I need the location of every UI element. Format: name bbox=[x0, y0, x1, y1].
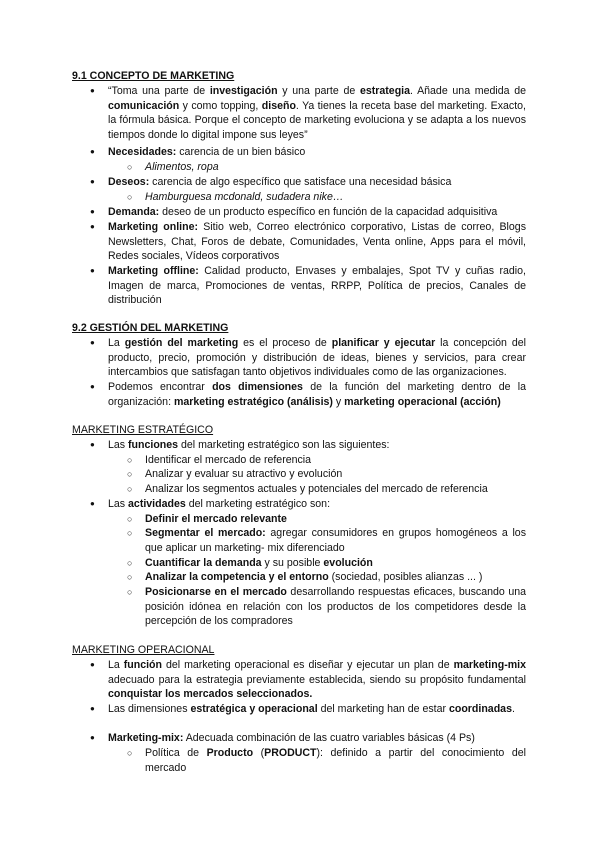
bullet-icon: ● bbox=[90, 147, 95, 156]
actividad-item: Cuantificar la demanda y su posible evolución bbox=[145, 557, 373, 569]
actividad-item: Posicionarse en el mercado desarrollando respuestas eficaces, buscando una posición idónea en relación con los productos de los competidores desde la percepción de los compradores bbox=[145, 586, 527, 628]
bullet-icon: ● bbox=[90, 440, 95, 449]
marketing-online-item: Marketing online: Sitio web, Correo electrónico corporativo, Listas de correo, Blogs Newsletters, Chat, Foros de debate, Comunidades, Venta online, Apps para el móvil, Redes sociales, Vídeos corporativos bbox=[108, 221, 526, 263]
circle-bullet-icon: ○ bbox=[127, 748, 133, 758]
circle-bullet-icon: ○ bbox=[127, 455, 133, 465]
funcion-operacional-paragraph: La función del marketing operacional es diseñar y ejecutar un plan de marketing-mix adecuado para la estrategia previamente establecida, siendo su propósito fundamental conquistar los mercados seleccionados. bbox=[108, 659, 526, 701]
heading-marketing-operacional: MARKETING OPERACIONAL bbox=[72, 644, 215, 656]
deseos-item: Deseos: carencia de algo específico que satisface una necesidad básica bbox=[108, 176, 452, 188]
circle-bullet-icon: ○ bbox=[127, 514, 133, 524]
funcion-item: Analizar y evaluar su atractivo y evolución bbox=[145, 468, 343, 480]
gestion-paragraph: La gestión del marketing es el proceso de planificar y ejecutar la concepción del producto, precio, promoción y distribución de ideas, bienes y servicios, para crear intercambios que satisfagan tanto objetivos individuales como de las organizaciones. bbox=[108, 337, 526, 379]
demanda-item: Demanda: deseo de un producto específico en función de la capacidad adquisitiva bbox=[108, 206, 498, 218]
circle-bullet-icon: ○ bbox=[127, 484, 133, 494]
circle-bullet-icon: ○ bbox=[127, 192, 133, 202]
section-heading-9-1: 9.1 CONCEPTO DE MARKETING bbox=[72, 70, 235, 82]
bullet-icon: ● bbox=[90, 733, 95, 742]
circle-bullet-icon: ○ bbox=[127, 162, 133, 172]
bullet-icon: ● bbox=[90, 266, 95, 275]
quote-paragraph: “Toma una parte de investigación y una parte de estrategia. Añade una medida de comunicación y como topping, diseño. Ya tienes la receta base del marketing. Exacto, la fórmula básica. Porque el concepto de marketing evoluciona y se adapta a los nuevos tiempos donde lo digital impone sus leyes” bbox=[108, 85, 527, 141]
actividad-item: Segmentar el mercado: agregar consumidores en grupos homogéneos a los que aplicar un marketing- mix diferenciado bbox=[145, 527, 526, 554]
bullet-icon: ● bbox=[90, 338, 95, 347]
necesidades-item: Necesidades: carencia de un bien básico bbox=[108, 146, 306, 158]
bullet-icon: ● bbox=[90, 207, 95, 216]
circle-bullet-icon: ○ bbox=[127, 572, 133, 582]
circle-bullet-icon: ○ bbox=[127, 528, 133, 538]
actividades-item: Las actividades del marketing estratégico son: bbox=[108, 498, 331, 510]
politica-producto-item: Política de Producto (PRODUCT): definido a partir del conocimiento del mercado bbox=[145, 747, 526, 774]
funcion-item: Identificar el mercado de referencia bbox=[145, 454, 312, 466]
marketing-mix-item: Marketing-mix: Adecuada combinación de las cuatro variables básicas (4 Ps) bbox=[108, 732, 475, 744]
deseos-example: Hamburguesa mcdonald, sudadera nike… bbox=[145, 191, 344, 203]
funcion-item: Analizar los segmentos actuales y potenciales del mercado de referencia bbox=[145, 483, 488, 495]
dimensiones-coordinadas-paragraph: Las dimensiones estratégica y operacional del marketing han de estar coordinadas. bbox=[108, 703, 515, 715]
funciones-item: Las funciones del marketing estratégico son las siguientes: bbox=[108, 439, 390, 451]
bullet-icon: ● bbox=[90, 660, 95, 669]
necesidades-example: Alimentos, ropa bbox=[145, 161, 219, 173]
actividad-item: Definir el mercado relevante bbox=[145, 513, 287, 525]
circle-bullet-icon: ○ bbox=[127, 469, 133, 479]
dimensiones-paragraph: Podemos encontrar dos dimensiones de la función del marketing dentro de la organización: marketing estratégico (análisis) y marketing operacional (acción) bbox=[108, 381, 527, 408]
section-heading-9-2: 9.2 GESTIÓN DEL MARKETING bbox=[72, 322, 229, 334]
bullet-icon: ● bbox=[90, 222, 95, 231]
actividad-item: Analizar la competencia y el entorno (sociedad, posibles alianzas ... ) bbox=[145, 571, 483, 583]
circle-bullet-icon: ○ bbox=[127, 587, 133, 597]
bullet-icon: ● bbox=[90, 499, 95, 508]
bullet-icon: ● bbox=[90, 382, 95, 391]
bullet-icon: ● bbox=[90, 704, 95, 713]
bullet-icon: ● bbox=[90, 177, 95, 186]
marketing-offline-item: Marketing offline: Calidad producto, Envases y embalajes, Spot TV y cuñas radio, Imagen de marca, Promociones de ventas, RRPP, Política de precios, Canales de distribución bbox=[108, 265, 526, 307]
heading-marketing-estrategico: MARKETING ESTRATÉGICO bbox=[72, 424, 214, 436]
bullet-icon: ● bbox=[90, 86, 95, 95]
circle-bullet-icon: ○ bbox=[127, 558, 133, 568]
